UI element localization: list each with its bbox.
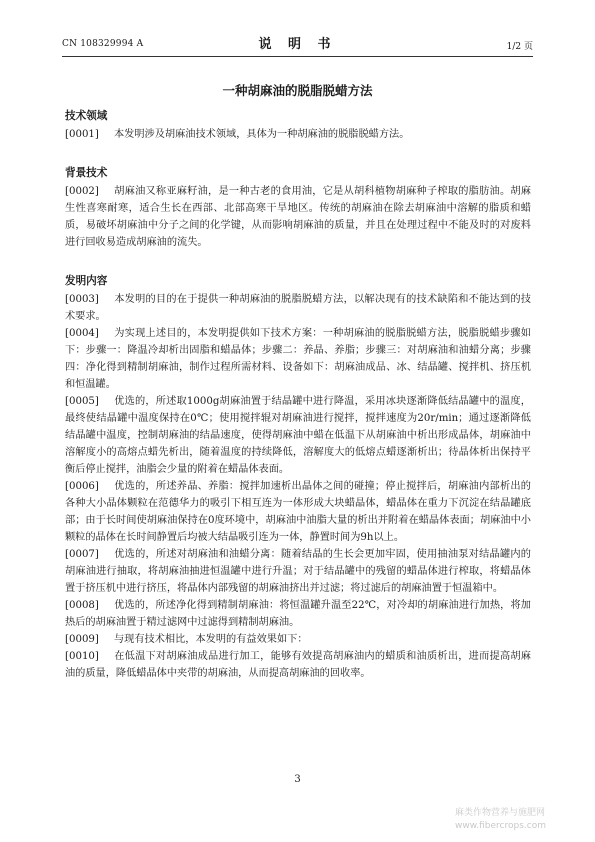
watermark-url: www.fibercrops.com — [455, 821, 546, 831]
paragraph — [65, 183, 531, 251]
watermark — [455, 807, 585, 833]
paragraph — [65, 126, 531, 143]
patent-number: CN 108329994 A — [62, 39, 144, 49]
paragraph-text: 本发明涉及胡麻油技术领域，具体为一种胡麻油的脱脂脱蜡方法。 — [114, 129, 410, 140]
header-title: 说 明 书 — [258, 37, 337, 52]
watermark-name: 麻类作物营养与施肥网 — [455, 808, 546, 818]
document-title: 一种胡麻油的脱脂脱蜡方法 — [222, 83, 373, 98]
paragraph — [65, 478, 531, 546]
section-heading-summary: 发明内容 — [65, 275, 108, 287]
page-header — [62, 33, 533, 55]
paragraph — [65, 393, 531, 478]
header-divider — [62, 56, 533, 57]
paragraph-text: 本发明的目的在于提供一种胡麻油的脱脂脱蜡方法，以解决现有的技术缺陷和不能达到的技术要求。 — [65, 294, 531, 322]
paragraph-number: [0005] — [65, 396, 99, 407]
paragraph-number: [0007] — [65, 549, 99, 560]
paragraph-number: [0004] — [65, 328, 99, 339]
page-indicator: 1/2 页 — [506, 42, 533, 52]
paragraph — [65, 325, 531, 393]
paragraph-text: 在低温下对胡麻油成品进行加工，能够有效提高胡麻油内的蜡质和油质析出，进而提高胡麻油的质量，降低蜡晶体中夹带的胡麻油，从而提高胡麻油的回收率。 — [65, 651, 531, 679]
paragraph-text: 优选的，所述养晶、养脂：搅拌加速析出晶体之间的碰撞；停止搅拌后，胡麻油内部析出的各种大小晶体颗粒在范德华力的吸引下相互连为一体形成大块蜡晶体，蜡晶体在重力下沉淀在结晶罐底部；由于长时间使胡麻油保持在0度环境中，胡麻油中油脂大量的析出并附着在蜡晶体表面；胡麻油中小颗粒的晶体在长时间静置后均被大结晶吸引连为一体，静置时间为9h以上。 — [65, 481, 531, 543]
paragraph — [65, 648, 531, 682]
paragraph-text: 优选的，所述对胡麻油和油蜡分离：随着结晶的生长会更加牢固，使用抽油泵对结晶罐内的胡麻油进行抽取，将胡麻油抽进恒温罐中进行升温；对于结晶罐中的残留的蜡晶体进行榨取，将蜡晶体置于挤压机中进行挤压，将晶体内部残留的胡麻油挤出并过滤；将过滤后的胡麻油置于恒温箱中。 — [65, 549, 531, 594]
paragraph-number: [0002] — [65, 186, 99, 197]
paragraph-number: [0001] — [65, 129, 99, 140]
paragraph-text: 为实现上述目的，本发明提供如下技术方案：一种胡麻油的脱脂脱蜡方法，脱脂脱蜡步骤如下：步骤一：降温冷却析出固脂和蜡晶体；步骤二：养晶、养脂；步骤三：对胡麻油和油蜡分离；步骤四：净化得到精制胡麻油，制作过程所需材料、设备如下：胡麻油成品、冰、结晶罐、搅拌机、挤压机和恒温罐。 — [65, 328, 531, 390]
paragraph-text: 优选的，所述取1000g胡麻油置于结晶罐中进行降温，采用冰块逐渐降低结晶罐中的温度，最终使结晶罐中温度保持在0℃；使用搅拌辊对胡麻油进行搅拌，搅拌速度为20r/min；通过逐渐降低结晶罐中温度，控制胡麻油的结晶速度，使得胡麻油中蜡在低温下从胡麻油中析出形成晶体，胡麻油中溶解度小的高熔点蜡先析出，随着温度的持续降低，溶解度大的低熔点蜡逐渐析出；待晶体析出保持平衡后停止搅拌，油脂会少量的附着在蜡晶体表面。 — [65, 396, 531, 475]
section-heading-technical-field: 技术领域 — [65, 110, 108, 122]
paragraph-number: [0003] — [65, 294, 99, 305]
page-number: 3 — [294, 774, 301, 785]
paragraph-number: [0009] — [65, 634, 99, 645]
document-body — [65, 108, 531, 682]
paragraph-text: 胡麻油又称亚麻籽油，是一种古老的食用油，它是从胡科植物胡麻种子榨取的脂肪油。胡麻生性喜寒耐寒，适合生长在西部、北部高寒干旱地区。传统的胡麻油在除去胡麻油中溶解的脂质和蜡质，易破坏胡麻油中分子之间的化学键，从而影响胡麻油的质量，并且在处理过程中不能及时的对废料进行回收易造成胡麻油的流失。 — [65, 186, 531, 248]
paragraph-text: 优选的，所述净化得到精制胡麻油：将恒温罐升温至22℃，对冷却的胡麻油进行加热，将加热后的胡麻油置于精过滤网中过滤得到精制胡麻油。 — [65, 600, 531, 628]
section-heading-background: 背景技术 — [65, 167, 108, 179]
paragraph — [65, 291, 531, 325]
paragraph — [65, 631, 531, 648]
paragraph-number: [0008] — [65, 600, 99, 611]
paragraph — [65, 546, 531, 597]
paragraph-text: 与现有技术相比，本发明的有益效果如下： — [114, 634, 308, 645]
paragraph-number: [0006] — [65, 481, 99, 492]
paragraph-number: [0010] — [65, 651, 99, 662]
paragraph — [65, 597, 531, 631]
